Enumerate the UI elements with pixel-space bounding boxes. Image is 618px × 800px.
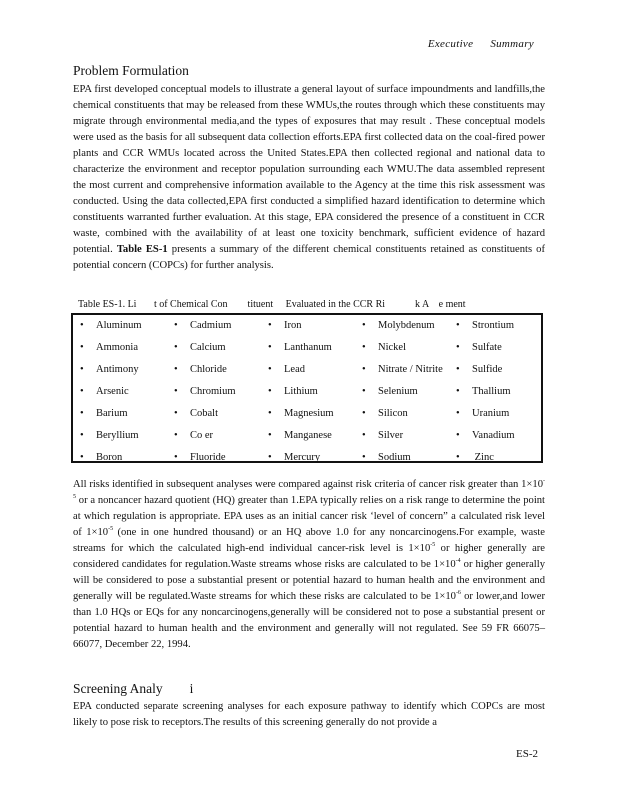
table-cell: • Nickel [362, 342, 406, 353]
paragraph-text: presents a summary of the different chemical constituents retained as constituents of potential concern (COPCs) for further analysis. [73, 244, 546, 271]
table-column [172, 319, 236, 473]
table-cell: • Beryllium [80, 430, 139, 441]
table-cell: • Aluminum [80, 320, 142, 331]
table-cell: • Calcium [174, 342, 226, 353]
table-cell: • Cadmium [174, 320, 232, 331]
table-cell: • Sulfide [456, 364, 503, 375]
page-number: ES-2 [516, 748, 538, 760]
table-cell: • Lanthanum [268, 342, 332, 353]
table-cell: • Iron [268, 320, 302, 331]
constituents-table [71, 313, 543, 463]
table-cell: • Manganese [268, 430, 332, 441]
table-cell: • Chloride [174, 364, 227, 375]
table-column [78, 319, 142, 473]
table-cell: • Selenium [362, 386, 418, 397]
table-column [360, 319, 443, 473]
table-cell: • Thallium [456, 386, 511, 397]
table-cell: • Uranium [456, 408, 510, 419]
table-cell: • Cobalt [174, 408, 218, 419]
table-column [266, 319, 334, 473]
problem-formulation-paragraph [73, 82, 545, 274]
table-cell: • Chromium [174, 386, 236, 397]
table-column [454, 319, 515, 473]
table-cell: • Barium [80, 408, 128, 419]
table-reference: Table ES-1 [116, 244, 168, 255]
section-heading-problem-formulation: Problem Formulation [73, 63, 189, 78]
risk-criteria-paragraph: All risks identified in subsequent analyses were compared against risk criteria of cancer risk greater than $1\times 10^{-5}$ or a noncancer hazard quotient (HQ) greater than 1.EPA typically relies on a risk range to determine the point at which regulation is appropriate. EPA uses as an initial cancer risk ‘level of concern” a calculated risk level of $1\times 10^{-5}$ (one in one hundred thousand) or an HQ above 1.0 for any noncarcinogens.For example, waste streams for which the calculated high-end individual cancer-risk level is $1\times 10^{-5}$ or higher generally are considered candidates for regulation.Waste streams whose risks are calculated to be $1\times 10^{-4}$ or higher generally will be considered to pose a substantial present or potential hazard to human health and the environment and generally will be regulated.Waste streams for which these risks are calculated to be $1\times 10^{-6}$ or lower,and lower than 1.0 HQs or EQs for any noncarcinogens,generally will be considered not to pose a substantial present or potential hazard to human health and the environment and generally will not regulated. See 59 FR 66075–66077, December 22, 1994. [73, 478, 546, 650]
table-cell: • Sulfate [456, 342, 502, 353]
table-cell: • Mercury [268, 452, 321, 463]
table-cell: • Magnesium [268, 408, 334, 419]
table-cell: • Boron [80, 452, 123, 463]
table-cell: • Nitrate / Nitrite [362, 364, 443, 375]
table-cell: • Fluoride [174, 452, 226, 463]
table-cell: • Ammonia [80, 342, 138, 353]
table-cell: • Lithium [268, 386, 318, 397]
table-cell: • Silicon [362, 408, 408, 419]
table-cell: • Strontium [456, 320, 515, 331]
table-cell: • Antimony [80, 364, 139, 375]
table-cell: • Co er [174, 430, 214, 441]
table-cell: • Molybdenum [362, 320, 435, 331]
screening-paragraph: EPA conducted separate screening analyses for each exposure pathway to identify which COPCs are most likely to pose risk to receptors.The results of this screening generally do not provide a [73, 701, 545, 728]
section-heading-screening-analysis: Screening Analy i [73, 681, 194, 696]
table-cell: • Sodium [362, 452, 411, 463]
table-cell: • Zinc [456, 452, 494, 463]
running-header: Executive Summary [427, 38, 534, 50]
table-cell: • Silver [362, 430, 404, 441]
table-caption: Table ES-1. Li t of Chemical Con tituent Evaluated in the CCR Ri k A e ment [78, 299, 466, 310]
table-cell: • Lead [268, 364, 305, 375]
table-cell: • Arsenic [80, 386, 129, 397]
table-cell: • Vanadium [456, 430, 515, 441]
paragraph-text: EPA first developed conceptual models to illustrate a general layout of surface impoundments and landfills,the chemical constituents that may be released from these WMUs,the routes through which these constituents may migrate through environmental media,and the types of exposures that may result . These conceptual models were used as the basis for all subsequent data collection efforts.EPA first collected data on the coal-fired power plants and CCR WMUs located across the United States.EPA then collected regional and national data to characterize the environment and receptor population surrounding each WMU.The data assembled represent the most current and comprehensive information available to the Agency at the time this risk assessment was conducted. Using the data collected,EPA first conducted a simplified hazard identification to determine which constituents warranted further evaluation. At this stage, EPA considered the presence of a constituent in CCR waste, combined with the availability of at least one toxicity benchmark, sufficient evidence of hazard potential. [73, 84, 545, 255]
